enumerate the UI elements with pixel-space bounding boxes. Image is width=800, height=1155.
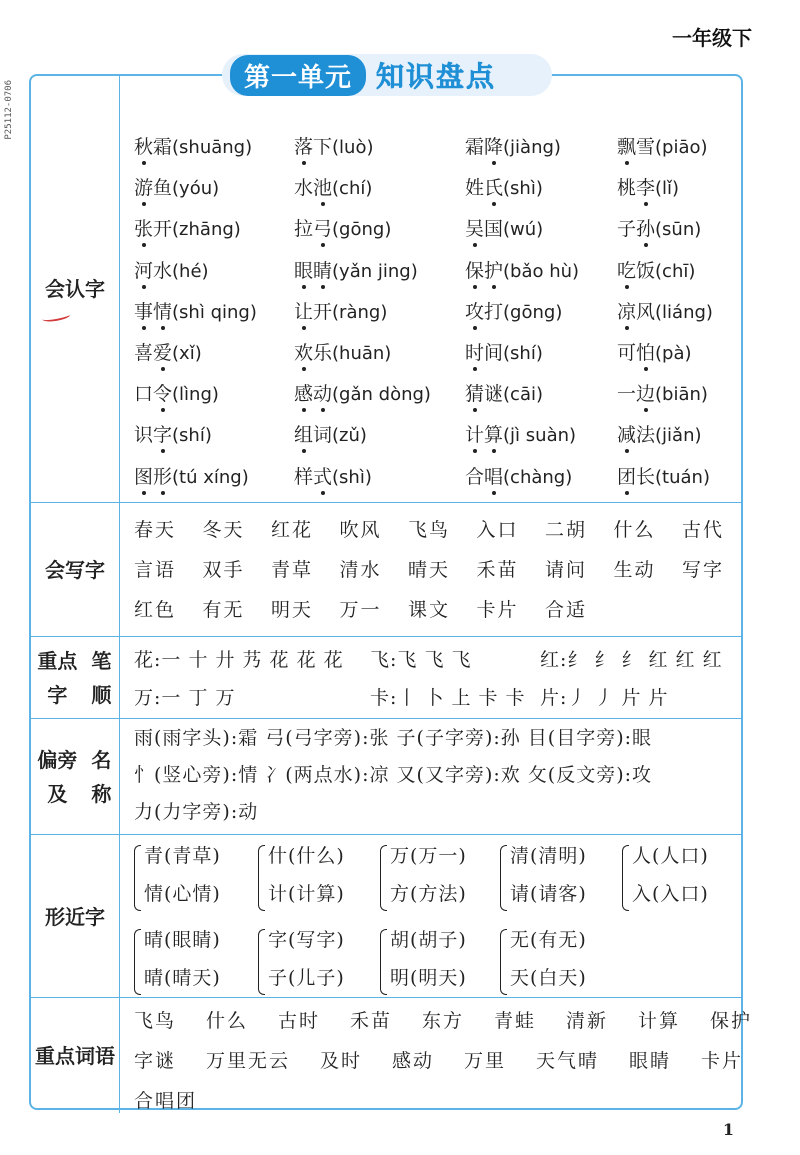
hanzi: 识 [134,424,154,447]
hanzi: 眼 [294,256,313,283]
key-word: 清新 [566,1010,609,1032]
knowledge-table [29,74,753,1112]
hanzi: 孙 [636,214,655,241]
hanzi: 时 [465,338,484,365]
content-write [120,503,741,637]
recognize-item [134,173,219,200]
hanzi: 国 [484,218,504,241]
hanzi: 式 [313,462,332,489]
pinyin: (lǐ) [655,178,680,200]
recognize-item [134,132,252,159]
recognize-item [465,132,561,159]
similar-char: 方(方法) [390,883,467,905]
pinyin: (gōng) [503,301,563,323]
recognize-item [465,379,543,406]
write-word: 冬天 [202,519,245,541]
hanzi: 谜 [484,383,504,406]
pinyin: (yóu) [172,178,220,200]
stroke-order: 红:纟 纟 纟 红 红 红 [540,649,723,671]
recognize-item [465,420,576,447]
row-radicals [31,718,741,835]
pinyin: (wú) [503,219,544,241]
hanzi: 猜 [465,379,484,406]
write-word: 春天 [134,519,177,541]
key-word: 禾苗 [350,1010,393,1032]
key-word: 青蛙 [494,1010,537,1032]
write-word: 晴天 [408,559,451,581]
hanzi: 凉 [617,297,636,324]
hanzi: 张 [134,214,153,241]
key-word: 什么 [206,1010,249,1032]
pinyin: (liáng) [655,301,713,323]
pinyin: (gōng) [332,219,392,241]
label-line: 重点字 [37,649,78,707]
write-word: 生动 [613,559,656,581]
hanzi: 唱 [484,462,503,489]
hanzi: 飘 [617,132,636,159]
recognize-item [465,462,572,489]
hanzi: 吃 [617,256,636,283]
content-recognize [120,76,741,502]
recognize-item [294,214,391,241]
label-words [31,998,120,1113]
similar-char: 天(白天) [510,967,587,989]
write-word: 双手 [202,559,245,581]
write-word: 言语 [134,559,177,581]
write-word: 青草 [271,559,314,581]
similar-char: 明(明天) [390,967,467,989]
hanzi: 间 [484,342,504,364]
pinyin: (zhāng) [172,219,241,241]
write-word: 什么 [613,519,656,541]
hanzi: 形 [153,462,172,489]
pinyin: (cāi) [503,384,544,406]
hanzi: 池 [313,173,332,200]
pinyin: (jì suàn) [503,425,577,447]
page-number: 1 [722,1120,734,1139]
content-similar [120,835,741,998]
hanzi: 下 [313,136,333,158]
key-word: 感动 [392,1050,435,1072]
hanzi: 事 [134,297,153,324]
write-word: 清水 [339,559,382,581]
pinyin: (jiǎn) [655,425,702,447]
pinyin: (shí) [172,425,212,447]
hanzi: 霜 [153,136,173,158]
key-word: 合唱团 [134,1090,198,1112]
hanzi: 水 [153,259,173,282]
pinyin: (shì) [332,466,372,488]
key-word: 万里无云 [206,1050,291,1072]
hanzi: 怕 [636,338,655,365]
hanzi: 欢 [294,338,313,365]
hanzi: 让 [294,297,313,324]
row-similar [31,834,741,998]
similar-char: 胡(胡子) [390,929,467,951]
write-word: 红花 [271,519,314,541]
pinyin: (shí) [503,343,543,364]
hanzi: 鱼 [153,177,173,200]
hanzi: 计 [465,420,484,447]
brace-icon [380,845,387,911]
pinyin: (gǎn dòng) [332,384,431,406]
recognize-item [617,462,710,489]
pinyin: (ràng) [332,301,388,323]
similar-char: 字(写字) [268,929,345,951]
recognize-item [134,420,212,447]
write-word: 红色 [134,599,177,621]
brace-icon [500,845,507,911]
similar-char: 情(心情) [144,883,221,905]
brace-icon [380,929,387,995]
recognize-item [294,132,374,159]
write-word: 写字 [682,559,725,581]
hanzi: 保 [465,256,484,283]
recognize-item [294,379,431,406]
pinyin: (jiàng) [503,137,561,158]
hanzi: 开 [153,218,173,241]
key-word: 眼睛 [629,1050,672,1072]
key-word: 及时 [320,1050,363,1072]
key-word: 天气晴 [536,1050,600,1072]
hanzi: 组 [294,420,313,447]
recognize-item [617,379,708,406]
brace-icon [622,845,629,911]
row-words [31,997,753,1113]
pinyin: (shì) [503,178,543,200]
label-line: 笔顺 [91,649,112,707]
hanzi: 口 [134,383,154,406]
hanzi: 游 [134,173,153,200]
recognize-item [617,297,713,324]
row-recognize [31,76,741,502]
pinyin: (piāo) [655,137,708,158]
hanzi: 乐 [313,342,333,364]
key-word: 计算 [638,1010,681,1032]
similar-char: 清(清明) [510,845,587,867]
banner-unit: 第一单元 [230,55,366,96]
label-radicals [31,719,120,835]
hanzi: 团 [617,462,636,489]
hanzi: 爱 [153,338,172,365]
write-word: 吹风 [339,519,382,541]
label-line: 重点 [35,1043,75,1068]
brace-icon [134,929,141,995]
label-strokes [31,637,120,719]
row-strokes [31,636,741,719]
hanzi: 字 [153,420,172,447]
side-code: P25112-0706 [4,80,14,140]
pinyin: (hé) [172,260,209,282]
write-word: 入口 [476,519,519,541]
pinyin: (shì qing) [172,301,257,323]
recognize-item [294,173,372,200]
key-word: 万里 [464,1050,507,1072]
content-words [120,998,753,1113]
similar-char: 万(万一) [390,845,467,867]
write-word: 合适 [545,599,588,621]
hanzi: 长 [636,465,656,488]
hanzi: 落 [294,132,313,159]
hanzi: 护 [484,256,503,283]
radical-line: 忄(竖心旁):情 冫(两点水):凉 又(又字旁):欢 攵(反文旁):攻 [134,764,653,786]
pinyin: (chī) [655,260,696,282]
similar-char: 晴(晴天) [144,967,221,989]
pinyin: (chàng) [503,466,573,488]
key-word: 保护 [710,1010,753,1032]
hanzi: 词 [313,424,333,447]
hanzi: 开 [313,300,333,323]
recognize-item [617,173,679,200]
write-word: 卡片 [476,599,519,621]
hanzi: 算 [484,420,503,447]
similar-char: 晴(眼睛) [144,929,221,951]
key-word: 飞鸟 [134,1010,177,1032]
pinyin: (bǎo hù) [503,260,580,282]
hanzi: 可 [617,342,637,364]
write-word: 明天 [271,599,314,621]
hanzi: 弓 [313,214,332,241]
pinyin: (tú xíng) [172,466,249,488]
similar-char: 子(儿子) [268,967,345,989]
grade-label: 一年级下 [672,26,752,50]
similar-char: 青(青草) [144,845,221,867]
brace-icon [258,845,265,911]
pinyin: (shuāng) [172,137,253,158]
hanzi: 法 [636,424,656,447]
radical-line: 雨(雨字头):霜 弓(弓字旁):张 子(子字旁):孙 目(目字旁):眼 [134,727,653,749]
hanzi: 喜 [134,342,154,364]
stroke-order: 片:丿 丿 片 片 [540,687,669,709]
pinyin: (biān) [655,384,708,406]
brace-icon [500,929,507,995]
pinyin: (huān) [332,343,392,364]
label-similar: 形近字 [31,835,120,998]
key-word: 卡片 [701,1050,744,1072]
stroke-order: 飞:飞 飞 飞 [370,649,472,671]
similar-char: 请(请客) [510,883,587,905]
pinyin: (pà) [655,343,692,364]
recognize-item [134,338,202,365]
similar-char: 计(计算) [268,883,345,905]
recognize-item [617,214,701,241]
key-word: 字谜 [134,1050,177,1072]
recognize-item [617,420,702,447]
hanzi: 攻 [465,297,484,324]
recognize-item [465,256,579,283]
label-line: 偏旁及 [37,748,78,806]
hanzi: 风 [636,300,656,323]
banner-topic: 知识盘点 [376,60,497,93]
hanzi: 姓 [465,177,485,200]
hanzi: 河 [134,256,153,283]
brace-icon [134,845,141,911]
pinyin: (yǎn jing) [332,260,418,282]
pinyin: (luò) [332,137,374,158]
hanzi: 李 [636,173,655,200]
label-line: 词语 [75,1043,115,1068]
hanzi: 减 [617,420,636,447]
hanzi: 打 [484,300,504,323]
write-word: 课文 [408,599,451,621]
similar-char: 什(什么) [268,845,345,867]
hanzi: 饭 [636,259,656,282]
recognize-item [294,420,367,447]
unit-banner [222,54,552,96]
label-line: 名称 [91,748,112,806]
recognize-item [617,132,708,159]
recognize-item [617,338,692,365]
recognize-item [465,297,562,324]
hanzi: 边 [636,379,655,406]
write-word: 万一 [339,599,382,621]
recognize-item [465,214,543,241]
recognize-item [294,338,391,365]
key-word: 古时 [278,1010,321,1032]
key-word: 东方 [422,1010,465,1032]
hanzi: 桃 [617,177,637,200]
label-recognize: 会认字 [31,76,120,502]
hanzi: 降 [484,132,503,159]
recognize-item [465,173,543,200]
recognize-item [134,214,241,241]
hanzi: 动 [313,379,332,406]
stroke-order: 卡:丨 卜 上 卡 卡 [370,687,526,709]
similar-char: 无(有无) [510,929,587,951]
pinyin: (chí) [332,178,373,200]
pinyin: (xǐ) [172,343,202,364]
similar-char: 入(入口) [632,883,709,905]
recognize-item [465,338,543,365]
hanzi: 雪 [636,136,656,158]
recognize-item [134,256,209,283]
stroke-order: 万:一 丁 万 [134,687,236,709]
hanzi: 感 [294,379,313,406]
hanzi: 吴 [465,214,484,241]
label-write: 会写字 [31,503,120,637]
hanzi: 一 [617,383,637,406]
content-strokes [120,637,741,719]
pinyin: (lìng) [172,384,219,406]
hanzi: 令 [153,379,172,406]
write-word: 二胡 [545,519,588,541]
recognize-item [134,379,219,406]
hanzi: 霜 [465,136,485,158]
pinyin: (sūn) [655,219,702,241]
write-word: 古代 [682,519,725,541]
similar-char: 人(人口) [632,845,709,867]
hanzi: 氏 [484,173,503,200]
hanzi: 拉 [294,218,314,241]
hanzi: 水 [294,177,314,200]
hanzi: 图 [134,462,153,489]
brace-icon [258,929,265,995]
row-write [31,502,741,637]
hanzi: 子 [617,218,637,241]
hanzi: 合 [465,465,485,488]
recognize-item [617,256,695,283]
recognize-item [134,462,249,489]
recognize-item [294,462,372,489]
hanzi: 睛 [313,256,332,283]
recognize-item [294,256,418,283]
hanzi: 秋 [134,132,153,159]
radical-line: 力(力字旁):动 [134,801,259,823]
hanzi: 样 [294,465,314,488]
write-word: 禾苗 [476,559,519,581]
write-word: 飞鸟 [408,519,451,541]
write-word: 请问 [545,559,588,581]
recognize-item [134,297,257,324]
hanzi: 情 [153,297,172,324]
stroke-order: 花:一 十 廾 艿 花 花 花 [134,649,344,671]
pinyin: (zǔ) [332,425,367,447]
pinyin: (tuán) [655,466,710,488]
write-word: 有无 [202,599,245,621]
recognize-item [294,297,387,324]
content-radicals [120,719,741,835]
